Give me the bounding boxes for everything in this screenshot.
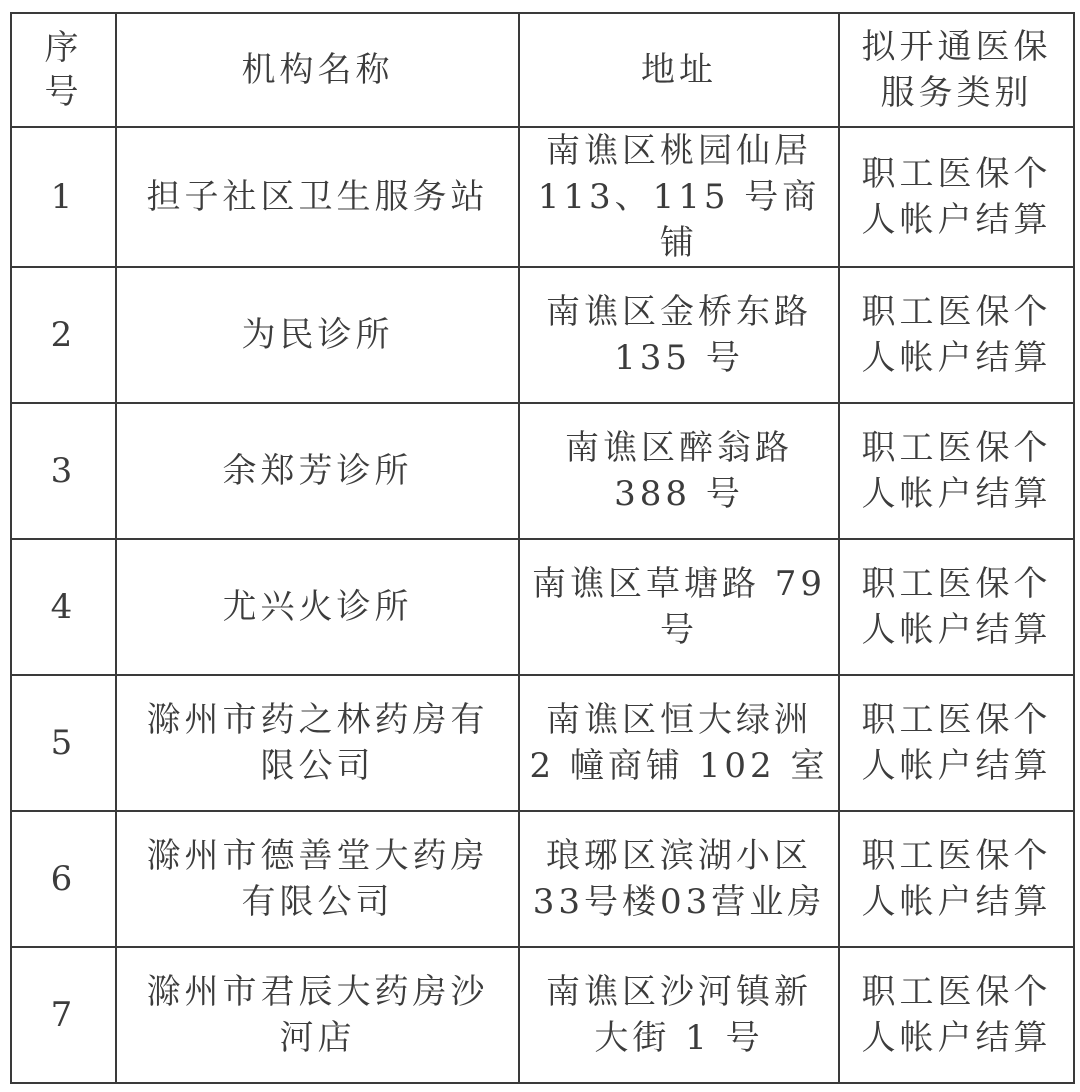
cell-address (519, 811, 839, 947)
institution-name: 尤兴火诊所 (222, 587, 413, 627)
table-row (11, 811, 1074, 947)
cell-address (519, 127, 839, 267)
service-type: 职工医保个 人帐户结算 (861, 564, 1052, 650)
institution-address: 南谯区金桥东路 135 号 (546, 292, 812, 378)
service-type: 职工医保个 人帐户结算 (861, 972, 1052, 1058)
cell-service-type (839, 127, 1074, 267)
cell-no (11, 127, 116, 267)
header-no (11, 13, 116, 127)
cell-name (116, 267, 519, 403)
institution-address: 南谯区醉翁路 388 号 (565, 428, 793, 514)
table-row (11, 675, 1074, 811)
cell-name (116, 947, 519, 1083)
cell-name (116, 811, 519, 947)
cell-no (11, 675, 116, 811)
table-row (11, 403, 1074, 539)
cell-service-type (839, 267, 1074, 403)
cell-address (519, 539, 839, 675)
table-header-row (11, 13, 1074, 127)
cell-address (519, 267, 839, 403)
cell-name (116, 127, 519, 267)
header-no-label: 序号 (44, 27, 83, 112)
institution-name: 为民诊所 (241, 315, 394, 355)
cell-name (116, 539, 519, 675)
row-number: 3 (50, 451, 77, 491)
row-number: 4 (50, 587, 77, 627)
institution-name: 担子社区卫生服务站 (146, 177, 489, 217)
table-row (11, 127, 1074, 267)
institution-table (10, 12, 1075, 1084)
institution-address: 南谯区沙河镇新 大街 1 号 (546, 972, 812, 1058)
institution-address: 南谯区草塘路 79 号 (531, 564, 827, 650)
cell-no (11, 947, 116, 1083)
cell-service-type (839, 675, 1074, 811)
institution-name: 余郑芳诊所 (222, 451, 413, 491)
header-address-label: 地址 (641, 50, 717, 90)
header-name (116, 13, 519, 127)
cell-name (116, 403, 519, 539)
row-number: 1 (50, 177, 77, 217)
header-name-label: 机构名称 (241, 50, 394, 90)
table-row (11, 539, 1074, 675)
table-row (11, 267, 1074, 403)
table-row (11, 947, 1074, 1083)
cell-service-type (839, 539, 1074, 675)
cell-no (11, 539, 116, 675)
cell-no (11, 403, 116, 539)
cell-address (519, 675, 839, 811)
cell-address (519, 403, 839, 539)
row-number: 7 (50, 995, 77, 1035)
institution-address: 琅琊区滨湖小区 33号楼03营业房 (532, 836, 826, 922)
institution-name: 滁州市德善堂大药房 有限公司 (146, 836, 489, 922)
service-type: 职工医保个 人帐户结算 (861, 428, 1052, 514)
row-number: 6 (50, 859, 77, 899)
cell-name (116, 675, 519, 811)
institution-address: 南谯区恒大绿洲 2 幢商铺 102 室 (529, 700, 829, 786)
cell-address (519, 947, 839, 1083)
cell-no (11, 811, 116, 947)
header-service-type-label: 拟开通医保服务类别 (861, 27, 1052, 113)
service-type: 职工医保个 人帐户结算 (861, 700, 1052, 786)
service-type: 职工医保个 人帐户结算 (861, 154, 1052, 240)
service-type: 职工医保个 人帐户结算 (861, 292, 1052, 378)
service-type: 职工医保个 人帐户结算 (861, 836, 1052, 922)
institution-address: 南谯区桃园仙居 113、115 号商铺 (537, 131, 821, 263)
row-number: 5 (50, 723, 77, 763)
row-number: 2 (50, 315, 77, 355)
institution-name: 滁州市药之林药房有 限公司 (146, 700, 489, 786)
institution-name: 滁州市君辰大药房沙 河店 (146, 972, 489, 1058)
cell-no (11, 267, 116, 403)
cell-service-type (839, 811, 1074, 947)
cell-service-type (839, 403, 1074, 539)
cell-service-type (839, 947, 1074, 1083)
header-service-type (839, 13, 1074, 127)
header-address (519, 13, 839, 127)
